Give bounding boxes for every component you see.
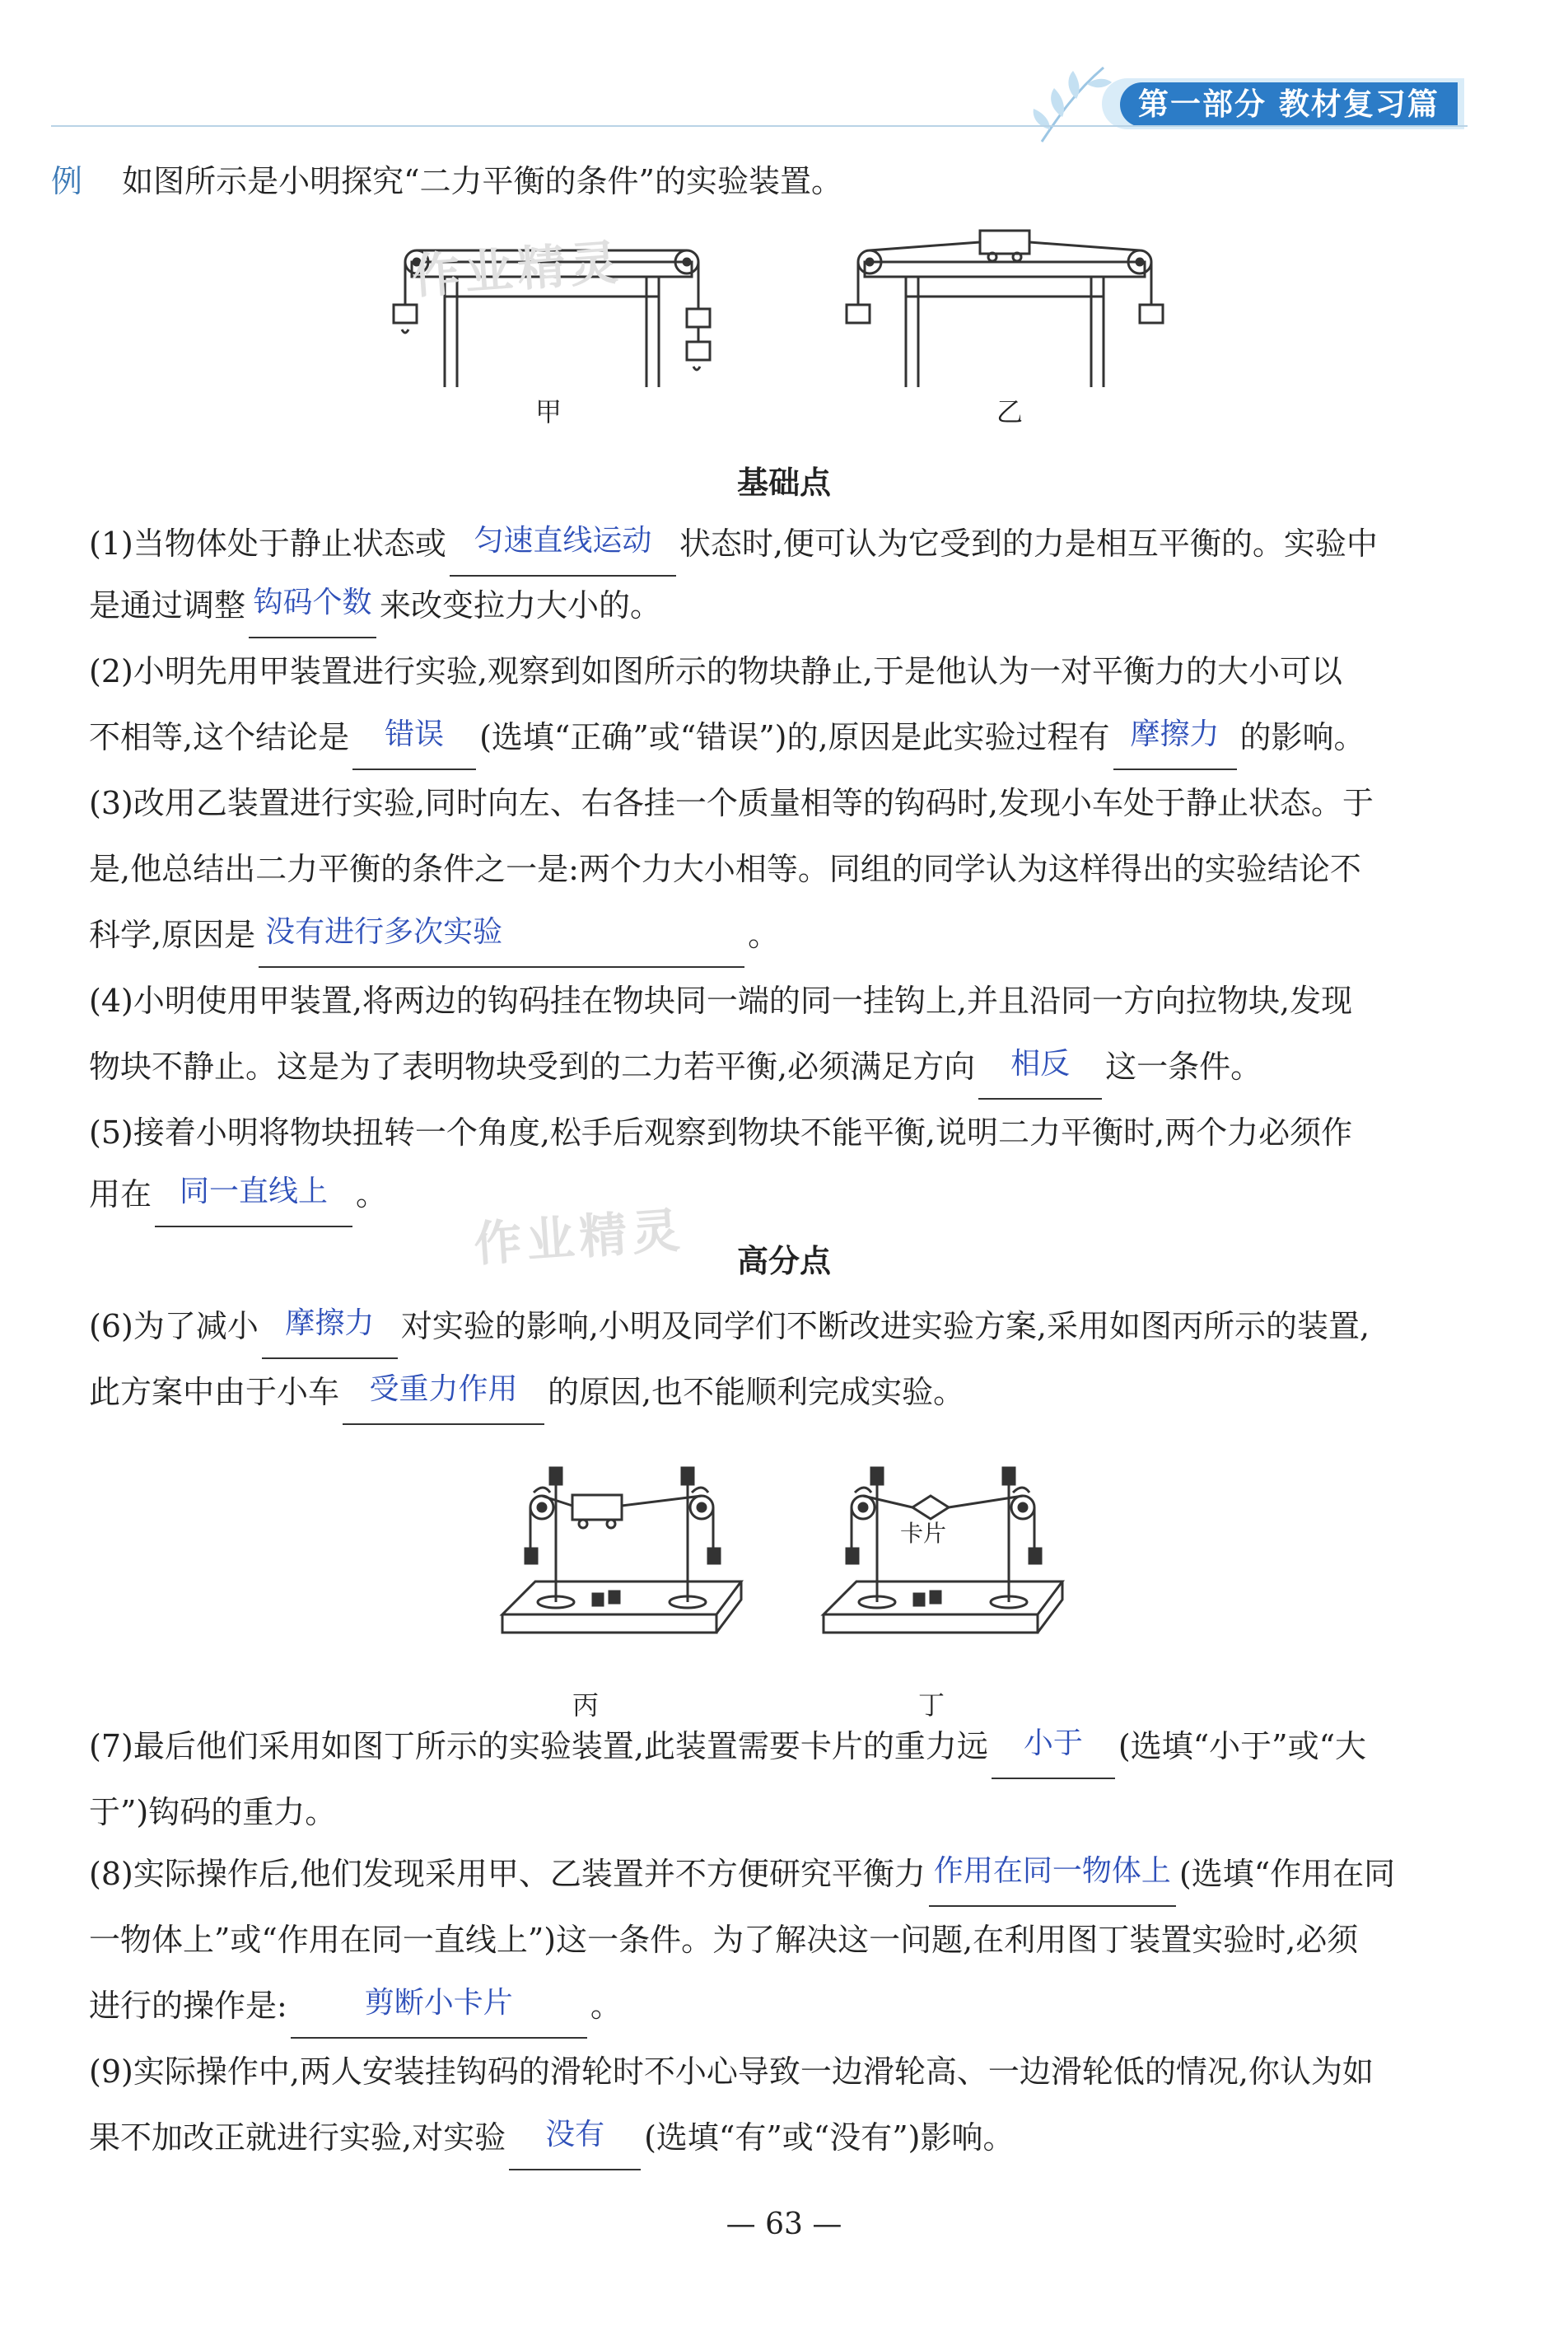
question-5-line-2: 用在 同一直线上 。: [89, 1161, 387, 1227]
section-header: 第一部分 教材复习篇: [1120, 82, 1458, 127]
answer-blank: [155, 1175, 352, 1227]
answer-blank: [259, 915, 744, 968]
figure-bing: [494, 1450, 758, 1672]
question-2-line-1: (2)小明先用甲装置进行实验,观察到如图所示的物块静止,于是他认为一对平衡力的大小可以: [89, 653, 1342, 689]
answer-blank: [929, 1854, 1176, 1907]
answer-blank: [352, 717, 476, 770]
answer-blank: [450, 524, 676, 577]
answer-text: 没有进行多次实验: [265, 915, 503, 949]
question-1-line-1: (1)当物体处于静止状态或 匀速直线运动 状态时,便可认为它受到的力是相互平衡的。实验中: [89, 511, 1378, 577]
answer-blank: [262, 1306, 398, 1359]
answer-text: 没有: [545, 2118, 605, 2151]
question-9-line-1: (9)实际操作中,两人安装挂钩码的滑轮时不小心导致一边滑轮高、一边滑轮低的情况,你认为如: [89, 2053, 1374, 2090]
question-8-line-2: 一物体上”或“作用在同一直线上”)这一条件。为了解决这一问题,在利用图丁装置实验时,必须: [89, 1922, 1359, 1958]
watermark: 作业精灵: [410, 234, 625, 305]
answer-text: 同一直线上: [180, 1175, 329, 1208]
answer-blank: [992, 1726, 1115, 1779]
answer-blank: [978, 1047, 1102, 1100]
answer-text: 摩擦力: [1130, 717, 1220, 751]
question-3-line-3: 科学,原因是 没有进行多次实验 。: [89, 902, 779, 968]
answer-blank: [249, 586, 376, 638]
question-9-line-2: 果不加改正就进行实验,对实验 没有 (选填“有”或“没有”)影响。: [89, 2105, 1014, 2170]
question-8-line-3: 进行的操作是: 剪断小卡片 。: [89, 1973, 622, 2039]
answer-text: 相反: [1010, 1047, 1071, 1081]
card-label: 卡片: [900, 1520, 947, 1547]
figure-yi-label: 乙: [996, 396, 1024, 427]
answer-text: 错误: [385, 717, 445, 751]
figure-jia-label: 甲: [535, 396, 562, 427]
answer-text: 受重力作用: [369, 1372, 518, 1406]
example-tag: 例: [51, 163, 83, 199]
question-3-line-1: (3)改用乙装置进行实验,同时向左、右各挂一个质量相等的钩码时,发现小车处于静止状态。于: [89, 785, 1374, 821]
figure-yi: [840, 222, 1169, 420]
figure-ding-label: 丁: [918, 1689, 945, 1721]
watermark: 作业精灵: [472, 1202, 687, 1273]
section-basic-heading: 基础点: [736, 465, 831, 501]
question-7-line-2: 于”)钩码的重力。: [89, 1794, 337, 1830]
answer-text: 作用在同一物体上: [933, 1854, 1171, 1888]
question-4-line-2: 物块不静止。这是为了表明物块受到的二力若平衡,必须满足方向 相反 这一条件。: [89, 1034, 1262, 1100]
question-7-line-1: (7)最后他们采用如图丁所示的实验装置,此装置需要卡片的重力远 小于 (选填“小于”或“大: [89, 1713, 1366, 1779]
answer-blank: [1113, 717, 1237, 770]
answer-text: 小于: [1023, 1726, 1083, 1760]
question-6-line-2: 此方案中由于小车 受重力作用 的原因,也不能顺利完成实验。: [89, 1359, 964, 1425]
question-1-line-2: 是通过调整 钩码个数 来改变拉力大小的。: [89, 572, 661, 638]
question-5-line-1: (5)接着小明将物块扭转一个角度,松手后观察到物块不能平衡,说明二力平衡时,两个力必须作: [89, 1114, 1353, 1151]
page-number: — 63 —: [726, 2208, 842, 2241]
answer-text: 摩擦力: [285, 1306, 375, 1340]
question-8-line-1: (8)实际操作后,他们发现采用甲、乙装置并不方便研究平衡力 作用在同一物体上 (选填“作用在同: [89, 1841, 1395, 1907]
question-4-line-1: (4)小明使用甲装置,将两边的钩码挂在物块同一端的同一挂钩上,并且沿同一方向拉物块,发现: [89, 983, 1353, 1019]
section-advanced-heading: 高分点: [736, 1243, 831, 1279]
header-rule: [51, 125, 1468, 127]
answer-blank: [509, 2118, 641, 2170]
answer-text: 剪断小卡片: [364, 1986, 513, 2020]
figure-bing-label: 丙: [572, 1689, 600, 1721]
figure-ding: [815, 1450, 1079, 1672]
answer-blank: [343, 1372, 544, 1425]
question-6-line-1: (6)为了减小 摩擦力 对实验的影响,小明及同学们不断改进实验方案,采用如图丙所示的装置,: [89, 1293, 1370, 1359]
answer-text: 钩码个数: [253, 586, 372, 619]
question-2-line-2: 不相等,这个结论是 错误 (选填“正确”或“错误”)的,原因是此实验过程有 摩擦力 的影响。: [89, 704, 1365, 770]
answer-text: 匀速直线运动: [474, 524, 652, 558]
example-stem: 例 如图所示是小明探究“二力平衡的条件”的实验装置。: [51, 163, 842, 199]
question-3-line-2: 是,他总结出二力平衡的条件之一是:两个力大小相等。同组的同学认为这样得出的实验结论不: [89, 851, 1361, 887]
